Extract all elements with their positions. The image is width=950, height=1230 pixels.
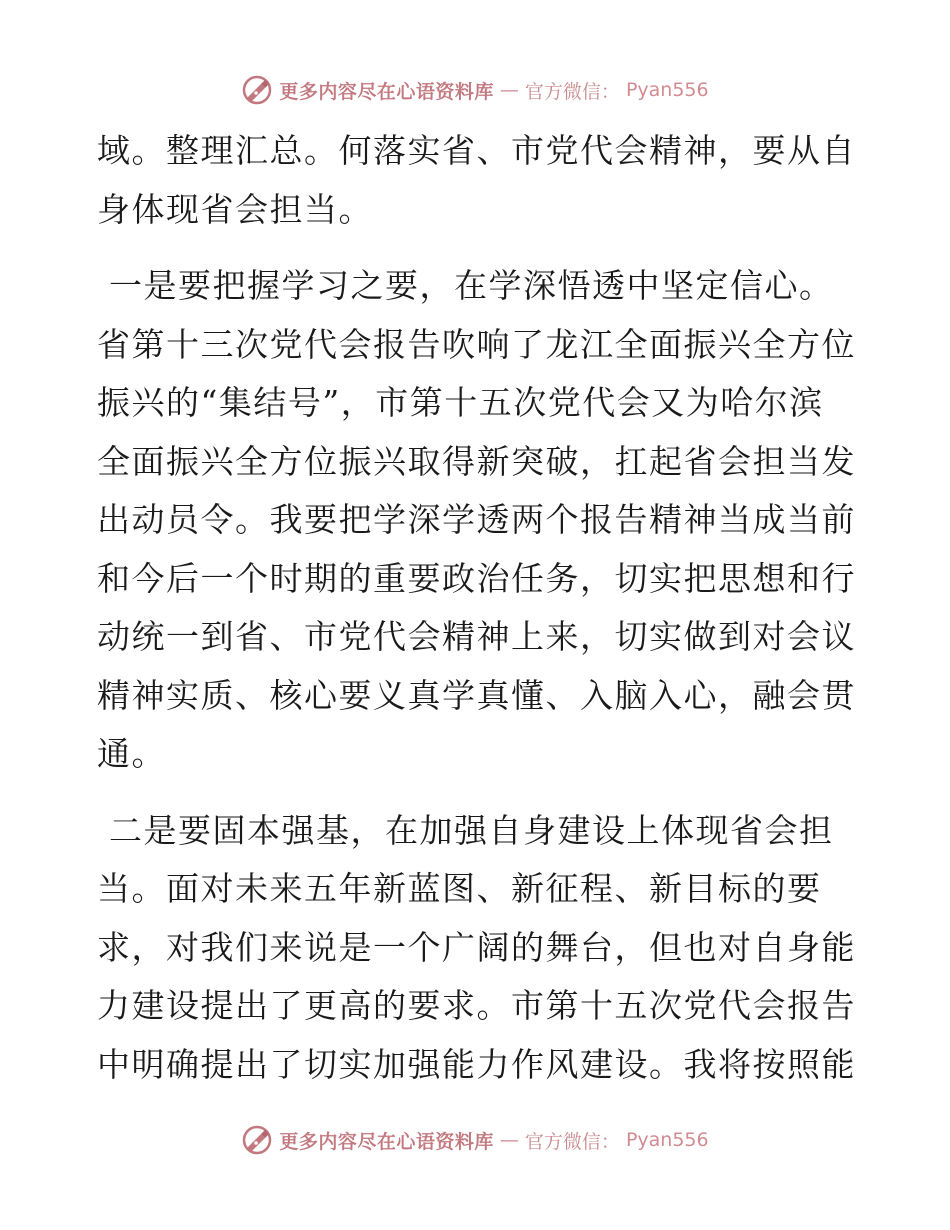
paragraph-3: 二是要固本强基，在加强自身建设上体现省会担当。面对未来五年新蓝图、新征程、新目标的要求，对我们来说是一个广阔的舞台，但也对自身能力建设提出了更高的要求。市第十五次党代会报告中明确提出了切实加强能力作风建设。我将按照能: [97, 810, 856, 1084]
document-body: [97, 122, 857, 1094]
pen-nib-logo-icon: [241, 74, 273, 106]
watermark-title: 更多内容尽在心语资料库: [279, 1130, 494, 1153]
paragraph-2: 一是要把握学习之要，在学深悟透中坚定信心。省第十三次党代会报告吹响了龙江全面振兴全方位振兴的“集结号”，市第十五次党代会又为哈尔滨全面振兴全方位振兴取得新突破，扛起省会担当发出动员令。我要把学深学透两个报告精神当成当前和今后一个时期的重要政治任务，切实把思想和行动统一到省、市党代会精神上来，切实做到对会议精神实质、核心要义真学真懂、入脑入心，融会贯通。: [97, 266, 856, 773]
pen-nib-logo-icon: [241, 1124, 273, 1156]
watermark-id: Pyan556: [625, 1129, 709, 1151]
watermark-label: 官方微信：: [524, 1130, 620, 1153]
header-watermark: [0, 74, 950, 106]
watermark-separator: —: [499, 1129, 519, 1151]
watermark-title: 更多内容尽在心语资料库: [279, 80, 494, 103]
watermark-label: 官方微信：: [524, 80, 620, 103]
paragraph-1: 域。整理汇总。何落实省、市党代会精神，要从自身体现省会担当。: [97, 131, 856, 229]
watermark-id: Pyan556: [625, 79, 709, 101]
watermark-separator: —: [499, 79, 519, 101]
footer-watermark: [0, 1124, 950, 1156]
